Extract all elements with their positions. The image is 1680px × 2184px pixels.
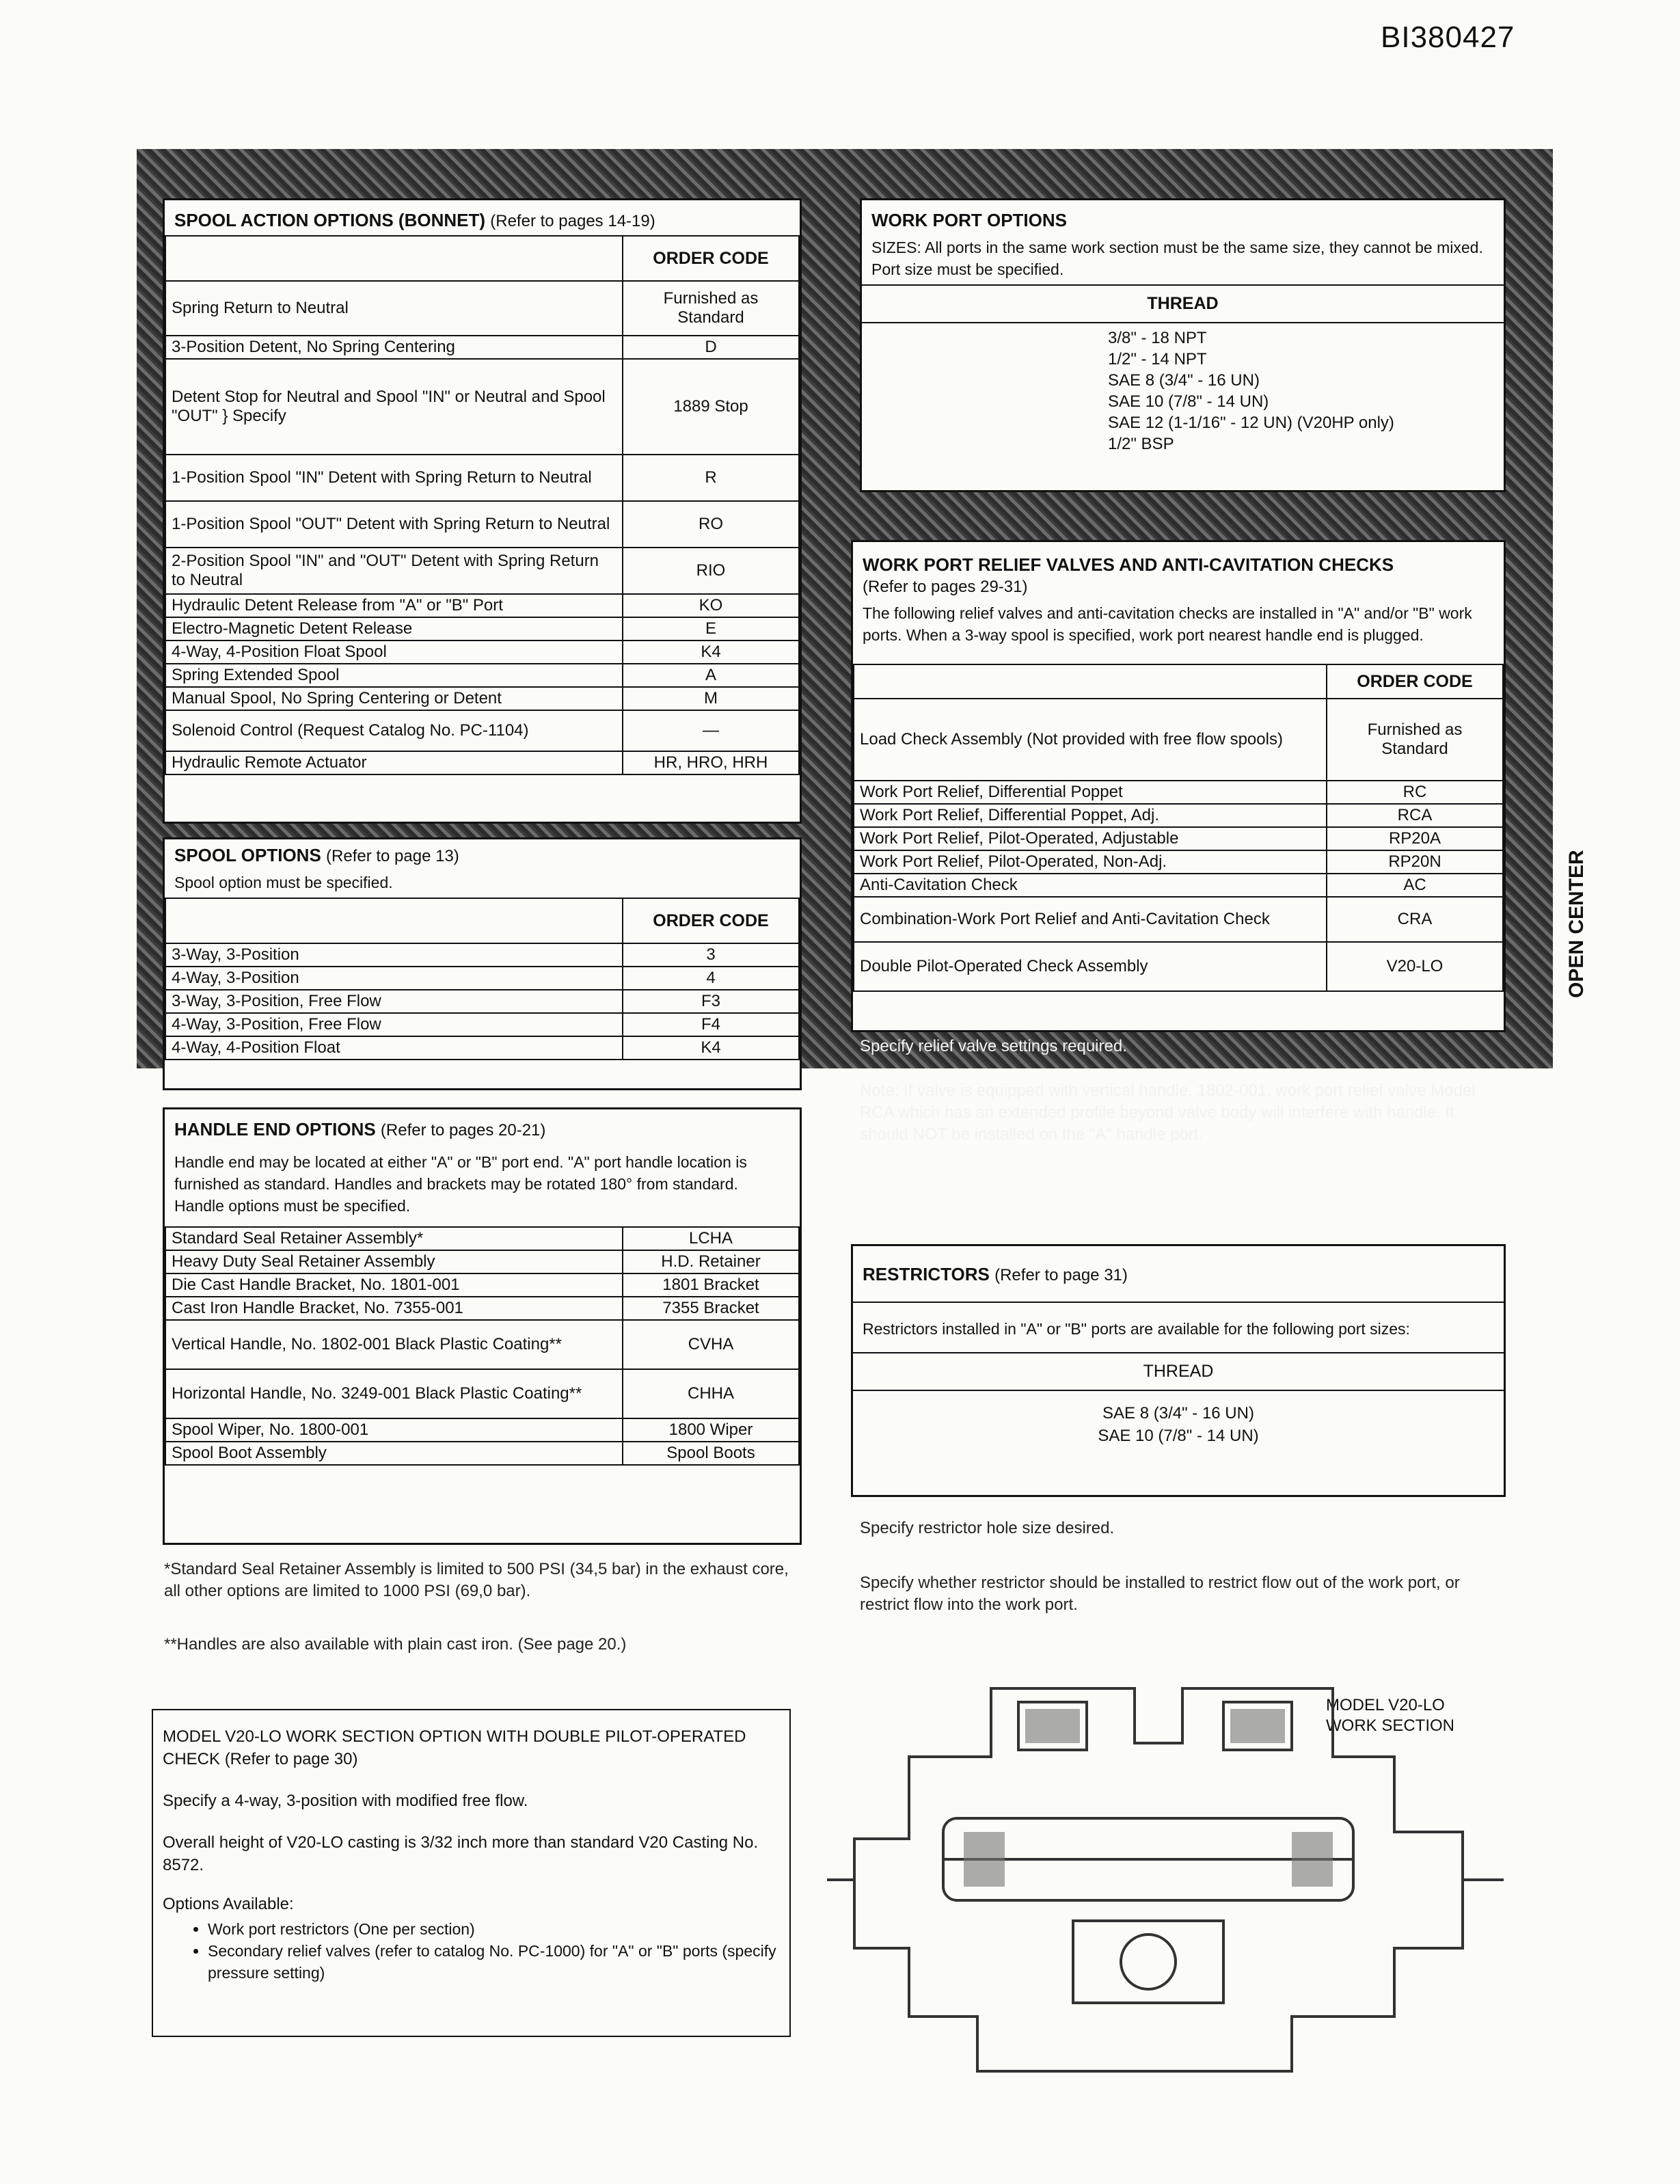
table-row: Combination-Work Port Relief and Anti-Cavitation Check <box>854 897 1327 942</box>
handle-end-footnote-1: *Standard Seal Retainer Assembly is limited to 500 PSI (34,5 bar) in the exhaust core, all other options are limited to 1000 PSI (69,0 bar). <box>164 1560 789 1600</box>
v20lo-p1: Specify a 4-way, 3-position with modified free flow. <box>163 1792 528 1810</box>
spool-options-title: SPOOL OPTIONS <box>174 845 321 865</box>
work-port-box <box>860 198 1506 492</box>
spool-options-ref: (Refer to page 13) <box>326 847 459 865</box>
thread-list <box>862 323 1504 459</box>
spool-options-note: Spool option must be specified. <box>174 874 393 891</box>
list-item: • Secondary relief valves (refer to catalog No. PC-1000) for "A" or "B" ports (specify pressure setting) <box>208 1940 789 1984</box>
table-row: 3-Position Detent, No Spring Centering <box>165 336 623 359</box>
table-row: Work Port Relief, Pilot-Operated, Non-Adj. <box>854 850 1327 874</box>
handle-end-table: Standard Seal Retainer Assembly* LCHA Heavy Duty Seal Retainer Assembly H.D. Retainer Die Cast Handle Bracket, No. 1801-001 1801 Bracket Cast Iron Handle Bracket, No. 7355-001 7355 Bracket Vertical Handle, No. 1802-001 Black Plastic Coating** CVHA Horizontal Handle, No. 3249-001 Black Plastic Coating** CHHA Spool Wiper, No. 1800-001 1800 Wiper Spool Boot Assembly Spool Boots <box>165 1226 800 1466</box>
order-code-header: ORDER CODE <box>1327 664 1503 699</box>
spool-action-ref: (Refer to pages 14-19) <box>490 212 655 230</box>
v20lo-ref: (Refer to page 30) <box>224 1750 358 1768</box>
order-code-header: ORDER CODE <box>623 236 799 281</box>
v20lo-title: MODEL V20-LO WORK SECTION OPTION WITH DOUBLE PILOT-OPERATED CHECK <box>163 1727 746 1768</box>
table-row: 3-Way, 3-Position <box>165 943 623 967</box>
table-row: Hydraulic Detent Release from "A" or "B" Port <box>165 594 623 617</box>
table-row: Heavy Duty Seal Retainer Assembly <box>165 1250 623 1273</box>
table-row: Spring Extended Spool <box>165 664 623 687</box>
handle-end-box <box>163 1107 802 1545</box>
list-item: 1/2" - 14 NPT <box>1108 350 1207 368</box>
table-row: 4-Way, 3-Position, Free Flow <box>165 1013 623 1036</box>
thread-header: THREAD <box>862 284 1504 323</box>
handle-end-title: HANDLE END OPTIONS <box>174 1119 376 1140</box>
restrictors-box <box>851 1244 1506 1497</box>
handle-end-footnote-2: **Handles are also available with plain cast iron. (See page 20.) <box>164 1635 627 1654</box>
table-row: 3-Way, 3-Position, Free Flow <box>165 990 623 1013</box>
relief-after-1: Specify relief valve settings required. <box>860 1037 1127 1055</box>
table-row: 1-Position Spool "OUT" Detent with Spring Return to Neutral <box>165 501 623 548</box>
diagram-label: MODEL V20-LO WORK SECTION <box>1326 1696 1455 1735</box>
table-row: Standard Seal Retainer Assembly* <box>165 1227 623 1250</box>
v20lo-section-diagram <box>813 1661 1524 2085</box>
list-item: SAE 10 (7/8" - 14 UN) <box>1098 1427 1259 1445</box>
side-label: OPEN CENTER <box>1565 850 1588 998</box>
table-row: Spool Boot Assembly <box>165 1442 623 1465</box>
spool-action-box <box>163 198 802 824</box>
table-row: Double Pilot-Operated Check Assembly <box>854 942 1327 991</box>
table-row: 4-Way, 3-Position <box>165 967 623 990</box>
restrictor-thread-header: THREAD <box>853 1352 1504 1391</box>
v20lo-bullets <box>180 1918 789 1984</box>
list-item: SAE 10 (7/8" - 14 UN) <box>1108 392 1269 411</box>
table-row: 2-Position Spool "IN" and "OUT" Detent with Spring Return to Neutral <box>165 548 623 594</box>
table-row: 4-Way, 4-Position Float <box>165 1036 623 1060</box>
list-item: 3/8" - 18 NPT <box>1108 329 1207 347</box>
table-row: Electro-Magnetic Detent Release <box>165 617 623 641</box>
relief-note: The following relief valves and anti-cavitation checks are installed in "A" and/or "B" work ports. When a 3-way spool is specified, work port nearest handle end is plugged. <box>863 604 1472 644</box>
table-row: Hydraulic Remote Actuator <box>165 751 623 774</box>
table-row: Manual Spool, No Spring Centering or Detent <box>165 687 623 710</box>
table-row: Work Port Relief, Pilot-Operated, Adjustable <box>854 827 1327 850</box>
work-port-note: SIZES: All ports in the same work section must be the same size, they cannot be mixed. Port size must be specified. <box>871 239 1483 278</box>
list-item: • Work port restrictors (One per section) <box>208 1918 789 1940</box>
table-row: Solenoid Control (Request Catalog No. PC-1104) <box>165 710 623 751</box>
table-row: Cast Iron Handle Bracket, No. 7355-001 <box>165 1297 623 1320</box>
v20lo-p2: Overall height of V20-LO casting is 3/32 inch more than standard V20 Casting No. 8572. <box>163 1833 759 1874</box>
table-row: Load Check Assembly (Not provided with free flow spools) <box>854 699 1327 781</box>
document-id: BI380427 <box>1381 21 1515 54</box>
table-row: 1-Position Spool "IN" Detent with Spring Return to Neutral <box>165 455 623 501</box>
table-row: Spool Wiper, No. 1800-001 <box>165 1418 623 1442</box>
relief-box <box>851 540 1506 1032</box>
table-row: Anti-Cavitation Check <box>854 874 1327 897</box>
order-code-header: ORDER CODE <box>623 898 799 943</box>
restrictors-note: Restrictors installed in "A" or "B" ports are available for the following port sizes: <box>853 1302 1504 1352</box>
work-port-title: WORK PORT OPTIONS <box>871 210 1067 230</box>
table-row: 4-Way, 4-Position Float Spool <box>165 641 623 664</box>
table-row: Die Cast Handle Bracket, No. 1801-001 <box>165 1273 623 1297</box>
restrictors-ref: (Refer to page 31) <box>994 1266 1128 1284</box>
relief-title: WORK PORT RELIEF VALVES AND ANTI-CAVITATION CHECKS <box>863 554 1394 575</box>
list-item: SAE 8 (3/4" - 16 UN) <box>1108 371 1260 390</box>
v20lo-p3: Options Available: <box>163 1895 294 1913</box>
handle-end-ref: (Refer to pages 20-21) <box>380 1121 546 1140</box>
spool-options-box <box>163 837 802 1090</box>
restrictors-after-1: Specify restrictor hole size desired. <box>860 1519 1115 1537</box>
relief-table: ORDER CODE Load Check Assembly (Not provided with free flow spools) Furnished as Standard Work Port Relief, Differential Poppet RC Work Port Relief, Differential Poppet, Adj. RCA Work Port Relief, Pilot-Operated, Adjustable RP20A Work Port Relief, Pilot-Operated, Non-Adj. RP20N Anti-Cavitation Check AC Combination-Work Port Relief and Anti-Cavitation Check CRA Double Pilot-Operated Check Assembly V20-LO <box>853 664 1504 992</box>
table-row: Work Port Relief, Differential Poppet <box>854 781 1327 804</box>
table-row: Detent Stop for Neutral and Spool "IN" or Neutral and Spool "OUT" } Specify <box>165 359 623 455</box>
list-item: SAE 8 (3/4" - 16 UN) <box>1102 1404 1254 1423</box>
spool-options-table: ORDER CODE 3-Way, 3-Position 3 4-Way, 3-Position 4 3-Way, 3-Position, Free Flow F3 4-Way, 3-Position, Free Flow F4 4-Way, 4-Position Float K4 <box>165 898 800 1060</box>
relief-ref: (Refer to pages 29-31) <box>863 578 1028 596</box>
table-row: Horizontal Handle, No. 3249-001 Black Plastic Coating** <box>165 1369 623 1418</box>
list-item: 1/2" BSP <box>1108 435 1174 453</box>
restrictors-after-2: Specify whether restrictor should be installed to restrict flow out of the work port, or restrict flow into the work port. <box>860 1574 1460 1614</box>
restrictors-title: RESTRICTORS <box>863 1264 990 1284</box>
v20lo-box <box>152 1709 791 2037</box>
spool-action-title: SPOOL ACTION OPTIONS (BONNET) <box>174 210 486 230</box>
table-row: Vertical Handle, No. 1802-001 Black Plastic Coating** <box>165 1320 623 1369</box>
handle-end-note: Handle end may be located at either "A" or "B" port end. "A" port handle location is furnished as standard. Handles and brackets may be rotated 180° from standard. Handle options must be specified. <box>174 1153 747 1215</box>
table-row: Spring Return to Neutral <box>165 281 623 336</box>
table-row: Work Port Relief, Differential Poppet, Adj. <box>854 804 1327 827</box>
relief-note-vertical-handle: Note: If valve is equipped with vertical handle, 1802-001, work port relief valve Model RCA which has an extended profile beyond valve body will interfere with handle. It should NOT be installed on the "A" handle port. <box>860 1081 1476 1144</box>
list-item: SAE 12 (1-1/16" - 12 UN) (V20HP only) <box>1108 414 1394 432</box>
spool-action-table: ORDER CODE Spring Return to Neutral Furnished as Standard 3-Position Detent, No Spring Centering D Detent Stop for Neutral and Spool "IN" or Neutral and Spool "OUT" } Specify 1889 Stop 1-Position Spool "IN" Detent with Spring Return to Neutral R 1-Position Spool "OUT" Detent with Spring Return to Neutral RO 2-Position Spool "IN" and "OUT" Detent with Spring Return to Neutral RIO Hydraulic Detent Release from "A" or "B" Port KO Electro-Magnetic Detent Release E 4-Way, 4-Position Float Spool K4 Spring Extended Spool A Manual Spool, No Spring Centering or Detent M Solenoid Control (Request Catalog No. PC-1104) — Hydraulic Remote Actuator HR, HRO, HRH <box>165 235 800 775</box>
